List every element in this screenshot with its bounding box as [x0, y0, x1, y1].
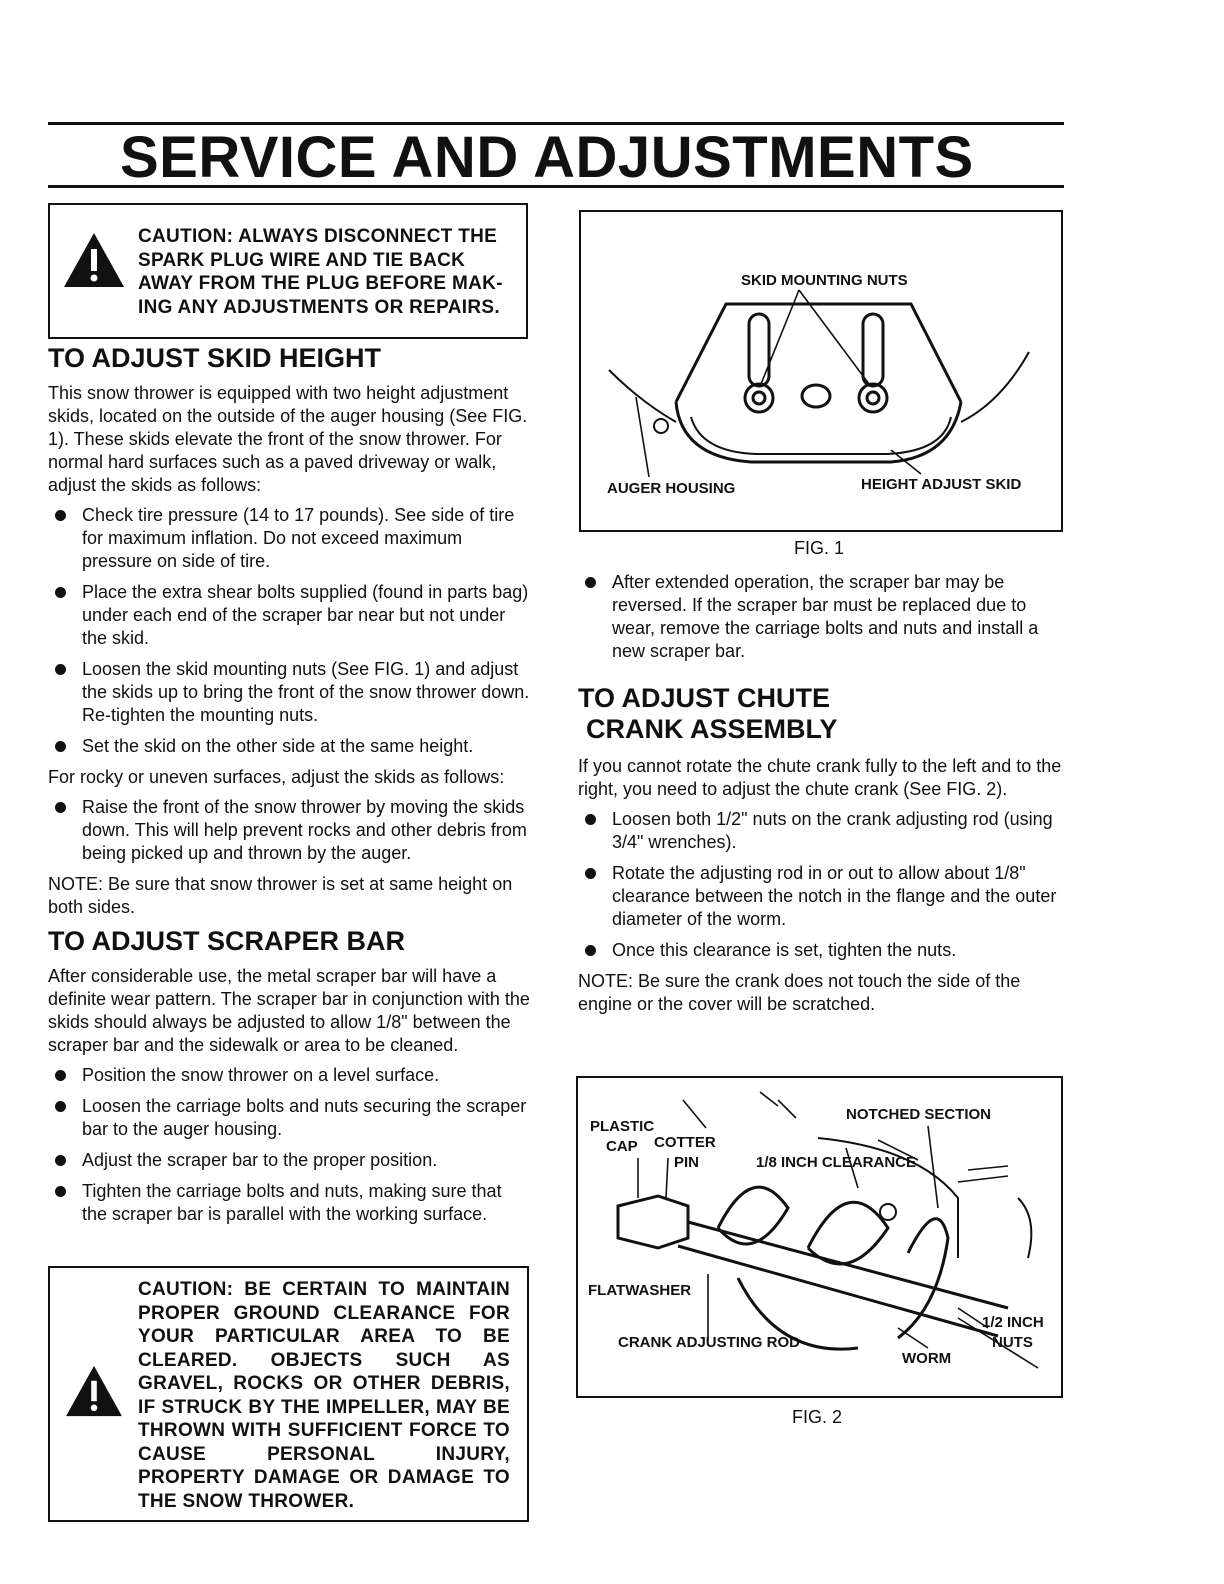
label-pin: PIN	[674, 1154, 700, 1171]
list-item: Tighten the carriage bolts and nuts, making sure that the scraper bar is parallel with the working surface.	[48, 1180, 530, 1226]
bullet-icon	[55, 1101, 66, 1112]
list-item: Loosen both 1/2" nuts on the crank adjusting rod (using 3/4" wrenches).	[578, 808, 1066, 854]
list-item: Loosen the skid mounting nuts (See FIG. 1) and adjust the skids up to bring the front of the snow thrower down. Re-tighten the mounting nuts.	[48, 658, 530, 727]
bullet-icon	[585, 945, 596, 956]
list-item: After extended operation, the scraper bar may be reversed. If the scraper bar must be replaced due to wear, remove the carriage bolts and nuts and install a new scraper bar.	[578, 571, 1066, 663]
label-crank-adjusting-rod: CRANK ADJUSTING ROD	[618, 1334, 800, 1351]
left-column	[48, 343, 530, 1234]
bullet-icon	[585, 868, 596, 879]
chute-note: NOTE: Be sure the crank does not touch the side of the engine or the cover will be scratched.	[578, 971, 1021, 1014]
bullet-icon	[55, 1186, 66, 1197]
label-clearance: 1/8 INCH CLEARANCE	[756, 1154, 917, 1171]
list-item: Place the extra shear bolts supplied (found in parts bag) under each end of the scraper bar near but not under the skid.	[48, 581, 530, 650]
label-auger-housing: AUGER HOUSING	[607, 480, 736, 497]
bullet-icon	[585, 577, 596, 588]
label-cap: CAP	[606, 1138, 638, 1155]
bullet-icon	[55, 510, 66, 521]
list-item: Adjust the scraper bar to the proper position.	[48, 1149, 530, 1172]
label-height-adjust-skid: HEIGHT ADJUST SKID	[861, 476, 1022, 493]
bullet-icon	[55, 1070, 66, 1081]
figure-2	[576, 1076, 1063, 1398]
list-item: Raise the front of the snow thrower by moving the skids down. This will help prevent rocks and other debris from being picked up and thrown by the auger.	[48, 796, 530, 865]
list-item: Rotate the adjusting rod in or out to allow about 1/8" clearance between the notch in the flange and the outer diameter of the worm.	[578, 862, 1066, 931]
list-item: Set the skid on the other side at the same height.	[48, 735, 530, 758]
label-cotter: COTTER	[654, 1134, 716, 1151]
figure-1	[579, 210, 1063, 532]
scraper-intro: After considerable use, the metal scraper bar will have a definite wear pattern. The scraper bar in conjunction with the skids should always be adjusted to allow 1/8" between the scraper bar and the sidewalk or area to be cleaned.	[48, 966, 530, 1055]
label-skid-mounting-nuts: SKID MOUNTING NUTS	[741, 272, 908, 289]
bullet-icon	[55, 1155, 66, 1166]
figure-1-caption: FIG. 1	[794, 538, 845, 558]
caution-box-bottom	[48, 1266, 529, 1522]
title-underline	[48, 185, 1064, 188]
skid-note: NOTE: Be sure that snow thrower is set at same height on both sides.	[48, 874, 513, 917]
bullet-icon	[585, 814, 596, 825]
caution-box-top	[48, 203, 528, 339]
label-flatwasher: FLATWASHER	[588, 1282, 692, 1299]
rocky-intro: For rocky or uneven surfaces, adjust the skids as follows:	[48, 767, 505, 787]
chute-heading-line1: TO ADJUST CHUTE	[578, 683, 831, 713]
list-item: Check tire pressure (14 to 17 pounds). See side of tire for maximum inflation. Do not exceed maximum pressure on side of tire.	[48, 504, 530, 573]
label-half-inch: 1/2 INCH	[982, 1314, 1044, 1331]
label-worm: WORM	[902, 1350, 952, 1367]
list-item: Loosen the carriage bolts and nuts securing the scraper bar to the auger housing.	[48, 1095, 530, 1141]
warning-icon	[64, 1364, 124, 1418]
right-column	[578, 571, 1066, 1023]
label-plastic: PLASTIC	[590, 1118, 655, 1135]
chute-heading-line2: CRANK ASSEMBLY	[586, 714, 838, 744]
warning-icon	[62, 231, 126, 289]
bullet-icon	[55, 741, 66, 752]
bullet-icon	[55, 664, 66, 675]
list-item: Position the snow thrower on a level surface.	[48, 1064, 530, 1087]
label-notched-section: NOTCHED SECTION	[846, 1106, 992, 1123]
label-nuts: NUTS	[992, 1334, 1033, 1351]
figure-2-caption: FIG. 2	[792, 1407, 843, 1427]
caution-text-bottom: CAUTION: BE CERTAIN TO MAINTAIN PROPER GROUND CLEARANCE FOR YOUR PARTICULAR AREA TO BE CLEARED. OBJECTS SUCH AS GRAVEL, ROCKS OR OTHER DEBRIS, IF STRUCK BY THE IMPELLER, MAY BE THROWN WITH SUFFICIENT FORCE TO CAUSE PERSONAL INJURY, PROPERTY DAMAGE OR DAMAGE TO THE SNOW THROWER.	[138, 1279, 510, 1512]
chute-intro: If you cannot rotate the chute crank fully to the left and to the right, you need to adjust the chute crank (See FIG. 2).	[578, 756, 1062, 799]
list-item: Once this clearance is set, tighten the nuts.	[578, 939, 1066, 962]
skid-intro: This snow thrower is equipped with two height adjustment skids, located on the outside of the auger housing (See FIG. 1). These skids elevate the front of the snow thrower. For normal hard surfaces such as a paved driveway or walk, adjust the skids as follows:	[48, 383, 528, 495]
skid-heading: TO ADJUST SKID HEIGHT	[48, 343, 382, 373]
page-title: SERVICE AND ADJUSTMENTS	[120, 125, 974, 190]
bullet-icon	[55, 587, 66, 598]
bullet-icon	[55, 802, 66, 813]
scraper-heading: TO ADJUST SCRAPER BAR	[48, 926, 406, 956]
caution-text-top: CAUTION: ALWAYS DISCONNECT THE SPARK PLUG WIRE AND TIE BACK AWAY FROM THE PLUG BEFORE MAK-ING ANY ADJUSTMENTS OR REPAIRS.	[138, 226, 503, 318]
